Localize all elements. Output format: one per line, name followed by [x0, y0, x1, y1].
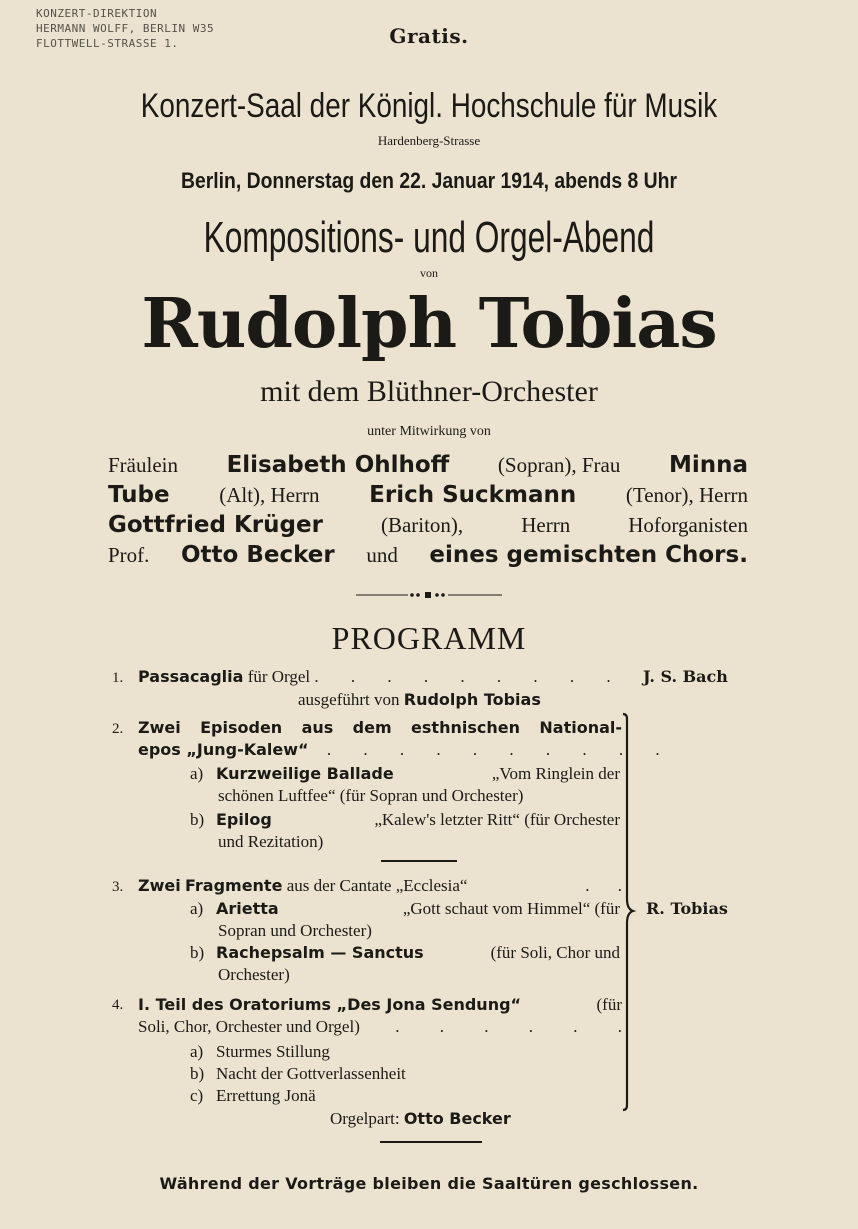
item-subtitle: (für [596, 995, 622, 1014]
performer-name: Elisabeth Ohlhoff [226, 452, 450, 478]
item-title: epos „Jung-Kalew“ [138, 740, 309, 759]
stamp-line: HERMANN WOLFF, BERLIN W35 [36, 22, 215, 35]
note-performer: Otto Becker [403, 1109, 511, 1128]
leader-dots: . . . . . . . . . . [326, 740, 674, 759]
item-title: Zwei Episoden aus dem esthnischen National- [138, 718, 622, 737]
part-detail: „Gott schaut vom Himmel“ (für [402, 899, 620, 918]
ornament-divider [356, 591, 502, 599]
part-detail: (für Soli, Chor und [490, 943, 620, 962]
assisting-label: unter Mitwirkung von [367, 424, 491, 439]
venue-title: Konzert-Saal der Königl. Hochschule für Musik [140, 87, 718, 125]
item-title: Zwei [138, 876, 181, 895]
program-title: PROGRAMM [331, 620, 527, 656]
item-subtitle: aus der Cantate „Ecclesia“ [286, 876, 468, 895]
program-part [190, 1063, 406, 1085]
item-number: 2. [112, 721, 124, 737]
event-date: Berlin, Donnerstag den 22. Januar 1914, abends 8 Uhr [180, 168, 677, 193]
performer-name: Gottfried Krüger [108, 512, 323, 538]
performer-text: (Bariton), [380, 513, 464, 537]
performer-text: Prof. [108, 543, 150, 567]
item-title: I. Teil des Oratoriums „Des Jona Sendung“ [138, 995, 522, 1014]
part-label: a) [190, 764, 204, 783]
part-detail: und Rezitation) [218, 832, 324, 851]
part-title: Epilog [216, 810, 272, 829]
concert-agency-stamp [36, 6, 214, 51]
part-detail: „Kalew's letzter Ritt“ (für Orchester [374, 810, 620, 829]
performers-line [108, 540, 748, 570]
part-label: c) [190, 1086, 204, 1105]
performers-line [108, 510, 748, 540]
part-title: Arietta [216, 899, 279, 918]
item-number: 3. [112, 879, 124, 895]
note-prefix: Orgelpart: [330, 1109, 400, 1128]
performer-text: (Tenor), Herrn [625, 483, 748, 507]
performers-line [108, 450, 748, 480]
item-subtitle: Soli, Chor, Orchester und Orgel) [138, 1017, 360, 1036]
footer-notice: Während der Vorträge bleiben die Saaltüren geschlossen. [159, 1174, 699, 1193]
program-item-2 [112, 717, 674, 761]
part-label: a) [190, 1042, 204, 1061]
item-composer: J. S. Bach [643, 667, 728, 686]
gratis-label: Gratis. [389, 24, 469, 48]
organ-part-note [330, 1108, 511, 1130]
performer-text: Fräulein [108, 453, 178, 477]
performer-name: Otto Becker [181, 542, 335, 568]
item-subtitle: für Orgel [247, 667, 311, 686]
performer-text: Herrn [521, 513, 571, 537]
part-title: Sturmes Stillung [216, 1042, 330, 1061]
program-part [190, 942, 620, 986]
program-item-4 [112, 994, 640, 1038]
part-detail: Sopran und Orchester) [218, 921, 372, 940]
item-separator [381, 860, 457, 862]
leader-dots: . . [585, 876, 634, 895]
note-prefix: ausgeführt von [298, 690, 400, 709]
part-title: Nacht der Gottverlassenheit [216, 1064, 406, 1083]
footer-separator [380, 1141, 482, 1143]
performer-text: Hoforganisten [628, 513, 748, 537]
leader-dots: . . . . . . . . . [314, 667, 625, 686]
part-label: a) [190, 899, 204, 918]
program-part [190, 763, 620, 807]
part-label: b) [190, 1064, 205, 1083]
performer-note [298, 689, 541, 711]
item-title: Passacaglia [138, 667, 244, 686]
performer-name: Tube [108, 482, 170, 508]
performers-block [108, 450, 748, 570]
part-label: b) [190, 810, 205, 829]
part-label: b) [190, 943, 205, 962]
performers-line [108, 480, 748, 510]
part-detail: „Vom Ringlein der [491, 764, 620, 783]
performer-name: Erich Suckmann [369, 482, 577, 508]
performer-text: (Alt), Herrn [219, 483, 320, 507]
von-label: von [420, 266, 438, 280]
item-title: Fragmente [184, 876, 283, 895]
composer-name: Rudolph Tobias [141, 284, 717, 364]
curly-brace-icon [622, 713, 636, 1111]
orchestra-line: mit dem Blüthner-Orchester [260, 375, 598, 408]
program-part [190, 809, 620, 853]
program-part [190, 1041, 330, 1063]
leader-dots: . . . . . . [395, 1017, 640, 1036]
part-title: Rachepsalm — Sanctus [216, 943, 424, 962]
bracket-composer: R. Tobias [646, 899, 728, 918]
program-part [190, 1085, 316, 1107]
event-title: Kompositions- und Orgel-Abend [203, 213, 655, 262]
part-detail: Orchester) [218, 965, 290, 984]
note-performer: Rudolph Tobias [403, 690, 541, 709]
part-title: Kurzweilige Ballade [216, 764, 394, 783]
program-item-3 [112, 875, 634, 897]
venue-street: Hardenberg-Strasse [377, 133, 481, 148]
performer-name: Minna [668, 452, 748, 478]
performer-name: eines gemischten Chors. [429, 542, 748, 568]
program-item-1 [112, 666, 632, 688]
program-part [190, 898, 620, 942]
item-number: 4. [112, 997, 124, 1013]
stamp-line: KONZERT-DIREKTION [36, 7, 158, 20]
stamp-line: FLOTTWELL-STRASSE 1. [36, 37, 179, 50]
part-title: Errettung Jonä [216, 1086, 316, 1105]
part-detail: schönen Luftfee“ (für Sopran und Orchester) [218, 786, 524, 805]
performer-text: (Sopran), Frau [497, 453, 621, 477]
item-number: 1. [112, 670, 124, 686]
performer-text: und [366, 543, 398, 567]
